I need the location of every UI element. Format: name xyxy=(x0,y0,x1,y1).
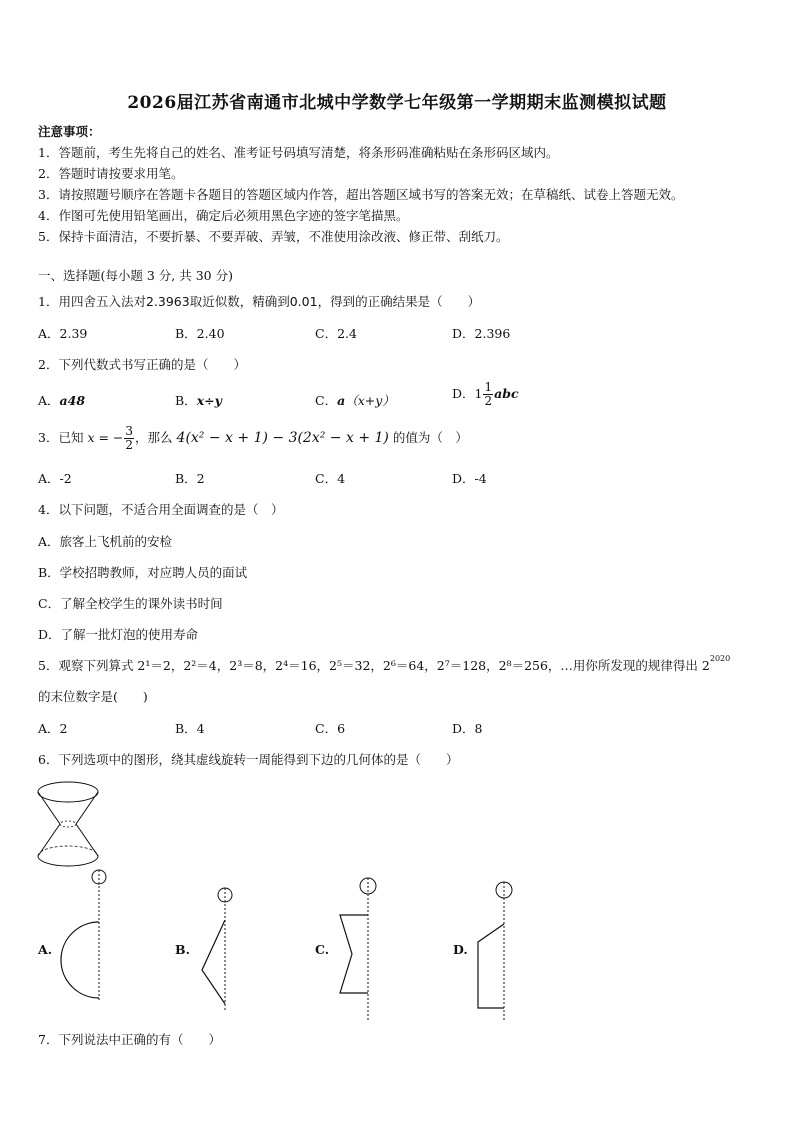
q2-option-c-label: C． xyxy=(315,393,338,408)
q6-option-a-label[interactable]: A. xyxy=(38,942,53,957)
q3-stem-part-b: ，那么 xyxy=(135,430,173,445)
q3-option-d[interactable]: D．-4 xyxy=(452,471,487,486)
q6-option-c-figure[interactable] xyxy=(332,872,382,1024)
q6-option-d-label[interactable]: D. xyxy=(453,942,468,957)
q1-option-c[interactable]: C．2.4 xyxy=(315,326,357,341)
q2-option-d-int: 1 xyxy=(474,386,483,401)
q2-option-b-text: x÷y xyxy=(196,393,222,408)
question-5-stem xyxy=(38,656,730,674)
q4-option-b[interactable]: B．学校招聘教师，对应聘人员的面试 xyxy=(38,565,248,580)
q5-option-a[interactable]: A．2 xyxy=(38,721,68,736)
q3-option-a[interactable]: A．-2 xyxy=(38,471,72,486)
notice-heading: 注意事项： xyxy=(38,124,101,139)
q3-x-equals: x = − xyxy=(87,430,124,445)
q3-option-c[interactable]: C．4 xyxy=(315,471,346,486)
q5-exponent: 2020 xyxy=(709,654,731,663)
q2-option-d-var: abc xyxy=(494,386,519,401)
q5-option-c[interactable]: C．6 xyxy=(315,721,346,736)
q1-stem-part-a: 1．用四舍五入法对 xyxy=(38,294,146,309)
notice-item-5: 5．保持卡面清洁，不要折暴、不要弄破、弄皱，不准使用涂改液、修正带、刮纸刀。 xyxy=(38,229,509,244)
q6-option-b-figure[interactable] xyxy=(190,884,240,1014)
question-7-stem: 7．下列说法中正确的有（ ） xyxy=(38,1032,221,1047)
q1-stem-part-b: 取近似数，精确到 xyxy=(189,294,290,309)
q4-option-a[interactable]: A．旅客上飞机前的安检 xyxy=(38,534,173,549)
notice-item-3: 3．请按照题号顺序在答题卡各题目的答题区域内作答，超出答题区域书写的答案无效；在草稿纸、试卷上答题无效。 xyxy=(38,187,684,202)
q2-option-a[interactable] xyxy=(38,391,85,409)
notice-item-4: 4．作图可先使用铅笔画出，确定后必须用黑色字迹的签字笔描黑。 xyxy=(38,208,409,223)
q4-option-c[interactable]: C．了解全校学生的课外读书时间 xyxy=(38,596,223,611)
q3-expression: 4(x² − x + 1) − 3(2x² − x + 1) xyxy=(176,430,389,446)
notice-item-1: 1．答题前，考生先将自己的姓名、准考证号码填写清楚，将条形码准确粘贴在条形码区域内。 xyxy=(38,145,559,160)
q1-number: 2.3963 xyxy=(145,294,190,309)
q2-option-d-label: D． xyxy=(452,386,475,401)
double-cone-figure xyxy=(34,778,144,874)
q5-stem-line-2: 的末位数字是( ) xyxy=(38,689,148,704)
q2-option-c-paren: （x+y） xyxy=(345,393,395,408)
q3-option-b[interactable]: B．2 xyxy=(175,471,205,486)
question-3-stem xyxy=(38,425,468,452)
q2-option-a-text: a48 xyxy=(59,393,86,408)
q2-option-b[interactable] xyxy=(175,391,222,409)
q2-option-d-denominator: 2 xyxy=(484,394,493,408)
q6-option-a-figure[interactable] xyxy=(58,866,118,1006)
q1-option-b[interactable]: B．2.40 xyxy=(175,326,225,341)
q6-option-c-label[interactable]: C. xyxy=(315,942,330,957)
q2-option-b-label: B． xyxy=(175,393,197,408)
question-2-stem: 2．下列代数式书写正确的是（ ） xyxy=(38,357,246,372)
q2-option-a-label: A． xyxy=(38,393,60,408)
question-1-stem xyxy=(38,292,480,310)
q3-fraction-denominator: 2 xyxy=(125,438,134,452)
section-heading: 一、选择题(每小题 3 分, 共 30 分) xyxy=(38,268,233,283)
q2-option-c[interactable] xyxy=(315,391,395,409)
q2-option-d[interactable] xyxy=(452,381,519,408)
q3-fraction-numerator: 3 xyxy=(125,424,134,438)
q5-option-b[interactable]: B．4 xyxy=(175,721,205,736)
question-4-stem: 4．以下问题，不适合用全面调查的是（ ） xyxy=(38,502,284,517)
q6-option-b-label[interactable]: B. xyxy=(175,942,190,957)
q3-stem-part-a: 3．已知 xyxy=(38,430,84,445)
q4-option-d[interactable]: D．了解一批灯泡的使用寿命 xyxy=(38,627,199,642)
page-title: 2026届江苏省南通市北城中学数学七年级第一学期期末监测模拟试题 xyxy=(127,93,667,113)
q5-option-d[interactable]: D．8 xyxy=(452,721,483,736)
q2-option-c-var: a xyxy=(337,393,346,408)
q3-fraction xyxy=(124,425,134,452)
q1-option-d[interactable]: D．2.396 xyxy=(452,326,511,341)
q1-option-a[interactable]: A．2.39 xyxy=(38,326,88,341)
question-6-stem: 6．下列选项中的图形，绕其虚线旋转一周能得到下边的几何体的是（ ） xyxy=(38,752,459,767)
q2-option-d-numerator: 1 xyxy=(484,380,493,394)
notice-item-2: 2．答题时请按要求用笔。 xyxy=(38,166,184,181)
q1-precision: 0.01 xyxy=(289,294,318,309)
q1-stem-part-c: ，得到的正确结果是（ ） xyxy=(317,294,481,309)
q6-option-d-figure[interactable] xyxy=(470,874,520,1022)
q5-stem-line-1: 5．观察下列算式 2¹＝2，2²＝4，2³＝8，2⁴＝16，2⁵＝32，2⁶＝64，2⁷＝128，2⁸＝256，…用你所发现的规律得出 2 xyxy=(38,658,710,673)
q2-option-d-fraction xyxy=(483,381,493,408)
q3-stem-part-c: 的值为（ ） xyxy=(392,430,468,445)
